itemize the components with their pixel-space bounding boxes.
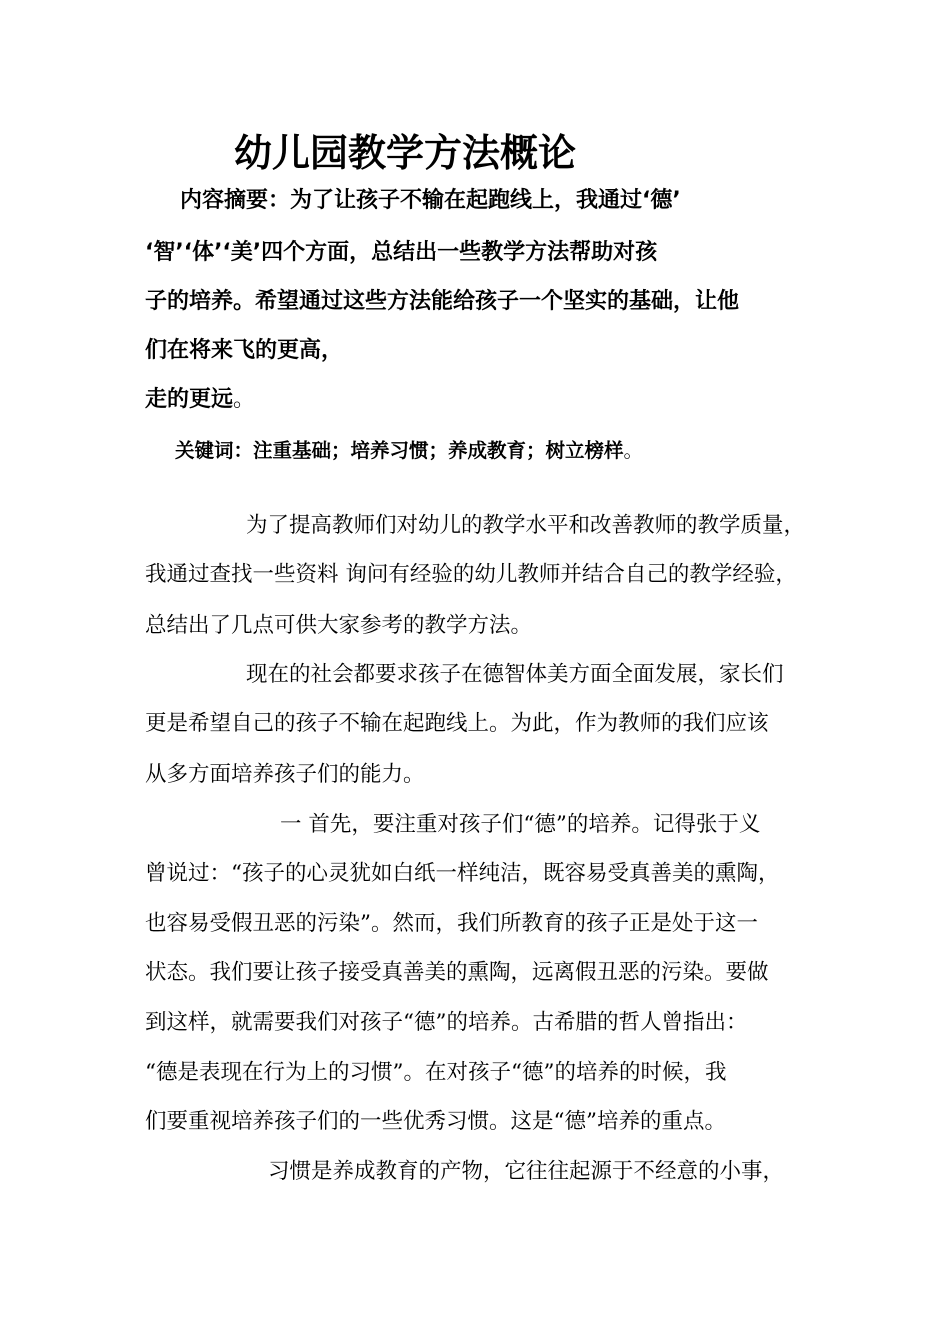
paragraph-line: 一 首先，要注重对孩子们“德”的培养。记得张于义 <box>280 812 761 837</box>
paragraph-line: 为了提高教师们对幼儿的教学水平和改善教师的教学质量， <box>246 513 806 538</box>
document-title: 幼儿园教学方法概论 <box>234 131 577 175</box>
abstract-period: 。 <box>233 387 256 412</box>
abstract-text: 走的更远 <box>145 387 234 412</box>
abstract-line: ‘智’‘体’‘美’四个方面，总结出一些教学方法帮助对孩 <box>145 240 658 265</box>
paragraph-line: 状态。我们要让孩子接受真善美的熏陶，远离假丑恶的污染。要做 <box>145 960 769 985</box>
abstract-line: 子的培养。希望通过这些方法能给孩子一个坚实的基础，让他 <box>145 289 740 314</box>
paragraph-line: 曾说过：“孩子的心灵犹如白纸一样纯洁，既容易受真善美的熏陶， <box>145 861 780 886</box>
keywords-line <box>175 436 643 466</box>
paragraph-line: 从多方面培养孩子们的能力。 <box>145 762 425 787</box>
paragraph-line: 更是希望自己的孩子不输在起跑线上。为此，作为教师的我们应该 <box>145 711 769 736</box>
keywords-text: 关键词：注重基础；培养习惯；养成教育；树立榜样 <box>175 439 624 462</box>
keywords-period: 。 <box>623 439 644 462</box>
abstract-line: 内容摘要：为了让孩子不输在起跑线上，我通过‘德’ <box>180 188 681 213</box>
abstract-line-last <box>145 385 255 415</box>
paragraph-line: 习惯是养成教育的产物，它往往起源于不经意的小事， <box>268 1159 785 1184</box>
paragraph-line: 我通过查找一些资料 询问有经验的幼儿教师并结合自己的教学经验， <box>145 562 797 587</box>
paragraph-line: 们要重视培养孩子们的一些优秀习惯。这是“德”培养的重点。 <box>145 1109 726 1134</box>
paragraph-line: 也容易受假丑恶的污染”。然而，我们所教育的孩子正是处于这一 <box>145 911 758 936</box>
paragraph-line: 总结出了几点可供大家参考的教学方法。 <box>145 613 533 638</box>
abstract-line: 们在将来飞的更高， <box>145 338 344 363</box>
paragraph-line: 现在的社会都要求孩子在德智体美方面全面发展，家长们 <box>246 662 784 687</box>
paragraph-line: “德是表现在行为上的习惯”。在对孩子“德”的培养的时候，我 <box>145 1060 727 1085</box>
paragraph-line: 到这样，就需要我们对孩子“德”的培养。古希腊的哲人曾指出： <box>145 1010 748 1035</box>
